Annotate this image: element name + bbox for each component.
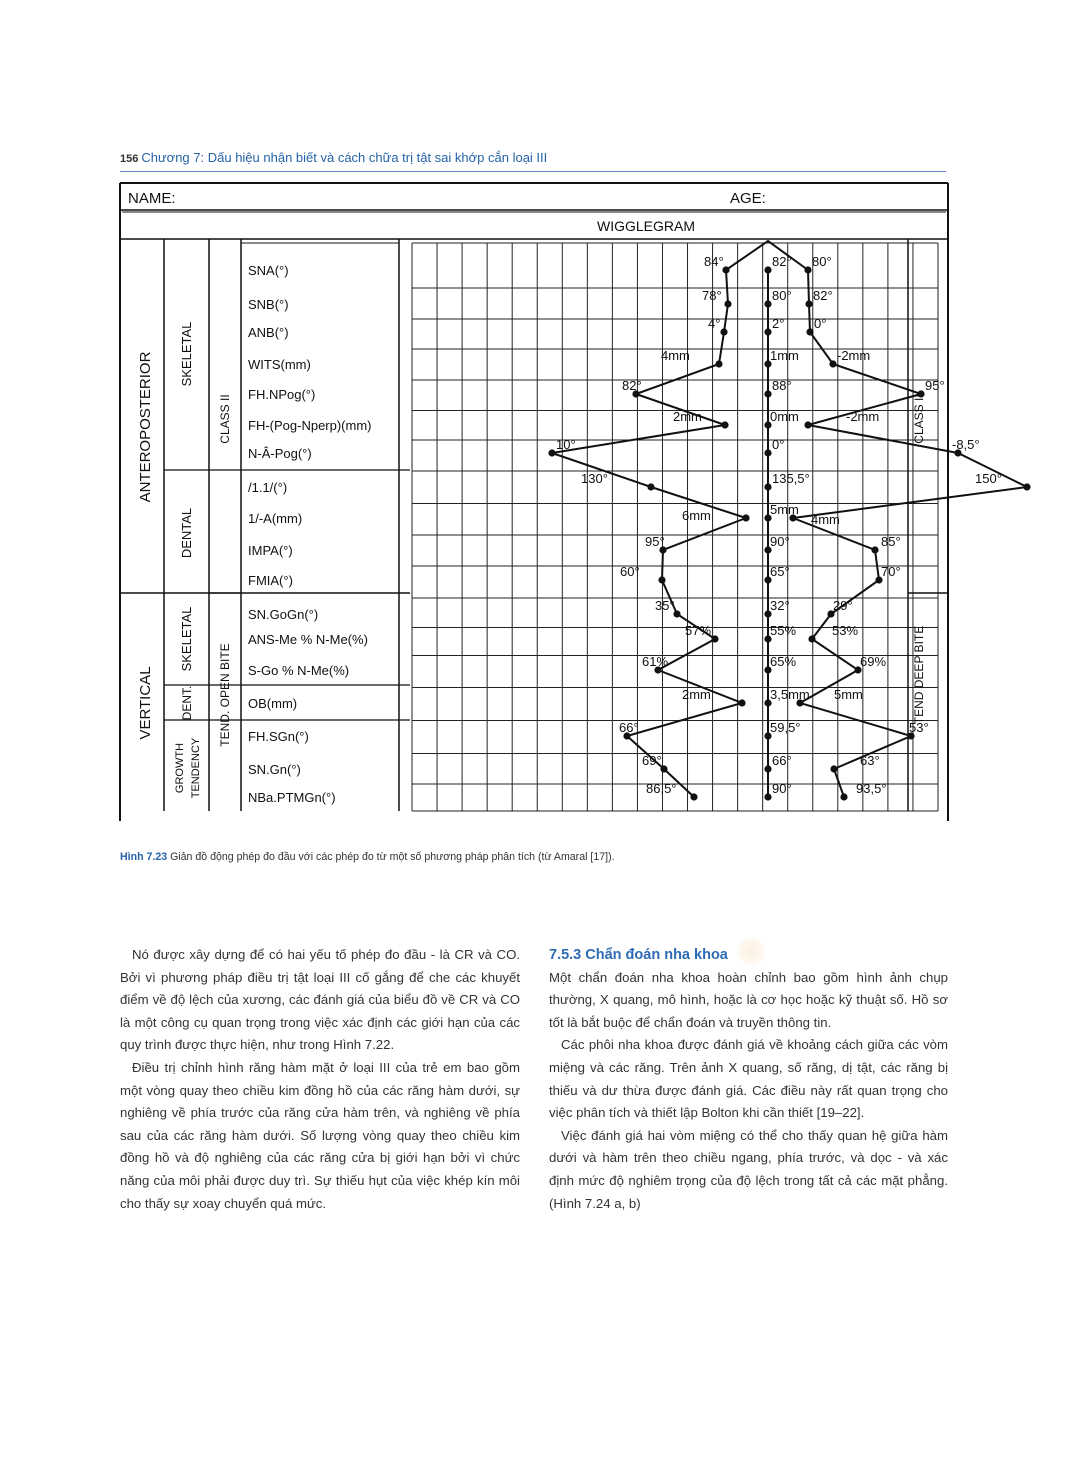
subsection-label-tendency: TENDENCY [190, 737, 202, 799]
measurement-label: FH-(Pog-Nperp)(mm) [248, 418, 372, 433]
data-label: 82° [813, 288, 833, 303]
data-point [871, 546, 878, 553]
wigglegram-chart [120, 183, 1002, 823]
subsection-label-growth: GROWTH [174, 742, 186, 794]
data-label: 150° [975, 471, 1002, 486]
data-label: 29° [833, 598, 853, 613]
subsection-label-skeletal: SKELETAL [179, 606, 194, 672]
data-point [805, 300, 812, 307]
data-point [764, 266, 771, 273]
data-point [711, 635, 718, 642]
data-label: 53% [832, 623, 859, 638]
measurement-label: SNB(°) [248, 297, 289, 312]
section-label-anteroposterior: ANTEROPOSTERIOR [137, 351, 154, 503]
paragraph: Các phôi nha khoa được đánh giá về khoảng cách giữa các vòm miệng và các răng. Trên ảnh X quang, số răng, dị tật, các răng bị thiếu và dư thừa được đánh giá. Các điều này rất quan trọng cho việc phân tích và thiết lập Bolton khi cần thiết [19–22]. [549, 1037, 948, 1121]
chart-frame [120, 183, 948, 821]
paragraph: Điều trị chỉnh hình răng hàm mặt ở loại III của trẻ em bao gồm một vòng quay theo chiều kim đồng hồ của các răng hàm dưới, sự nghiêng về phía trước của răng cửa hàm trên, và nghiêng về phía sau của các răng hàm dưới. Số lượng vòng quay theo chiều kim đồng hồ và độ nghiêng của các răng cửa bị giới hạn bởi vì chức năng của môi phải được duy trì. Sự thiếu hụt của việc khép kín môi cho thấy sự xoay chuyển quá mức. [120, 1059, 520, 1211]
data-label: 84° [704, 254, 724, 269]
data-label: 5mm [770, 502, 799, 517]
data-point [806, 328, 813, 335]
data-label: 59,5° [770, 720, 801, 735]
data-point [764, 765, 771, 772]
header-rule [120, 171, 946, 172]
data-point [724, 300, 731, 307]
data-label: 5mm [834, 687, 863, 702]
data-label: -8,5° [952, 437, 980, 452]
data-label: 130° [581, 471, 608, 486]
data-point [764, 483, 771, 490]
data-label: 10° [556, 437, 576, 452]
data-label: 35° [655, 598, 675, 613]
data-point [764, 328, 771, 335]
data-point [764, 793, 771, 800]
measurement-label: FH.NPog(°) [248, 387, 316, 402]
measurement-label: S-Go % N-Me(%) [248, 663, 350, 678]
chapter-title: Chương 7: Dấu hiệu nhận biết và cách chữa trị tật sai khớp cắn loại III [141, 150, 548, 165]
measurement-label: SN.Gn(°) [248, 762, 301, 777]
measurement-label: N-Â-Pog(°) [248, 446, 312, 461]
data-label: 61% [642, 654, 669, 669]
data-label: 2mm [673, 409, 702, 424]
caption-text: Giản đồ động phép đo đầu với các phép đo từ một số phương pháp phân tích (từ Amaral [17]). [170, 851, 615, 863]
chart-title: WIGGLEGRAM [596, 218, 696, 234]
page-number: 156 [120, 153, 139, 165]
data-point [804, 266, 811, 273]
subsection-label-dent: DENT. [180, 685, 194, 721]
data-label: -2mm [837, 348, 871, 363]
data-point [764, 390, 771, 397]
data-label: 90° [772, 781, 792, 796]
paragraph: Một chẩn đoán nha khoa hoàn chỉnh bao gồm hình ảnh chụp thường, X quang, mô hình, hoặc là cơ học hoặc kỹ thuật số. Hồ sơ tốt là bắt buộc để chẩn đoán và truyền thông tin. [549, 969, 948, 1030]
data-point [647, 483, 654, 490]
measurement-label: OB(mm) [248, 696, 298, 711]
data-point [829, 360, 836, 367]
data-label: 0° [772, 437, 785, 452]
data-label: 2° [772, 316, 785, 331]
data-label: 95° [925, 378, 945, 393]
section-heading: 7.5.3 Chẩn đoán nha khoa [549, 947, 728, 963]
data-point [658, 576, 665, 583]
data-point [808, 635, 815, 642]
data-label: 66° [619, 720, 639, 735]
data-point [1023, 483, 1030, 490]
data-label: 32° [770, 598, 790, 613]
data-label: 6mm [682, 508, 711, 523]
left-tendency-class-ii: CLASS II [218, 394, 232, 444]
measurement-label: SN.GoGn(°) [248, 607, 319, 622]
data-point [721, 421, 728, 428]
measurement-label: SNA(°) [248, 263, 289, 278]
data-label: 69° [642, 753, 662, 768]
data-label: 78° [702, 288, 722, 303]
data-label: 0° [814, 316, 827, 331]
name-label: NAME: [128, 190, 176, 207]
right-tendency-deep-bite: TEND DEEP BITE [912, 625, 926, 725]
subsection-label-skeletal: SKELETAL [179, 321, 194, 387]
data-label: 4° [708, 316, 721, 331]
data-point [804, 421, 811, 428]
measurement-label: 1/-A(mm) [248, 511, 303, 526]
data-label: 82° [622, 378, 642, 393]
subsection-label-dental: DENTAL [179, 507, 194, 559]
left-column [120, 944, 520, 1215]
measurement-label: FMIA(°) [248, 573, 293, 588]
data-label: 86,5° [646, 781, 677, 796]
data-label: 4mm [811, 512, 840, 527]
data-label: 65% [770, 654, 797, 669]
data-label: -2mm [846, 409, 880, 424]
data-label: 93,5° [856, 781, 887, 796]
measurement-label: FH.SGn(°) [248, 729, 309, 744]
data-label: 57% [685, 623, 712, 638]
data-point [690, 793, 697, 800]
paragraph: Việc đánh giá hai vòm miệng có thể cho thấy quan hệ giữa hàm dưới và hàm trên theo chiều ngang, phía trước, và dọc - và xác định mức độ nghiêm trọng của độ lệch trong tất cả các mặt phẳng. (Hình 7.24 a, b) [549, 1127, 948, 1211]
data-label: 2mm [682, 687, 711, 702]
data-label: 82° [772, 254, 792, 269]
data-label: 60° [620, 564, 640, 579]
measurement-label: NBa.PTMGn(°) [248, 790, 336, 805]
data-label: 3,5mm [770, 687, 810, 702]
data-point [764, 449, 771, 456]
data-label: 95° [645, 534, 665, 549]
data-label: 66° [772, 753, 792, 768]
data-label: 88° [772, 378, 792, 393]
measurement-label: IMPA(°) [248, 543, 293, 558]
figure-caption [120, 851, 960, 863]
data-label: 65° [770, 564, 790, 579]
section-label-vertical: VERTICAL [137, 666, 154, 740]
data-label: 85° [881, 534, 901, 549]
paragraph: Nó được xây dựng để có hai yếu tố phép đo đầu - là CR và CO. Bởi vì phương pháp điều trị tật loại III cố gắng để che các khuyết điểm về độ lệch của xương, các đánh giá của biểu đồ về CR và CO là một công cụ quan trọng trong việc xác định các giới hạn của các quy trình được thực hiện, như trong Hình 7.22. [120, 947, 520, 1053]
chart-texts [128, 190, 1002, 805]
data-label: 55% [770, 623, 797, 638]
data-label: 135,5° [772, 471, 810, 486]
data-label: 90° [770, 534, 790, 549]
data-point [742, 514, 749, 521]
measurement-label: /1.1/(°) [248, 480, 288, 495]
data-point [840, 793, 847, 800]
series-lines [552, 241, 1027, 797]
series-top-connector [726, 241, 808, 270]
data-point [830, 765, 837, 772]
chart-grid [412, 243, 938, 811]
right-column [549, 944, 948, 1215]
data-point [764, 300, 771, 307]
data-label: 80° [772, 288, 792, 303]
data-label: 0mm [770, 409, 799, 424]
data-label: 4mm [661, 348, 690, 363]
data-point [548, 449, 555, 456]
right-tendency-class-ii: CLASS II [912, 394, 926, 444]
measurement-label: WITS(mm) [248, 357, 311, 372]
caption-label: Hình 7.23 [120, 851, 168, 863]
age-label: AGE: [730, 190, 766, 207]
data-label: 53° [909, 720, 929, 735]
data-point [720, 328, 727, 335]
data-label: 80° [812, 254, 832, 269]
data-label: 69% [860, 654, 887, 669]
left-tendency-open-bite: TEND. OPEN BITE [218, 643, 232, 747]
data-point [738, 699, 745, 706]
measurement-label: ANS-Me % N-Me(%) [248, 632, 368, 647]
data-label: 1mm [770, 348, 799, 363]
data-label: 63° [860, 753, 880, 768]
running-header [120, 150, 946, 165]
data-point [715, 360, 722, 367]
measurement-label: ANB(°) [248, 325, 289, 340]
data-label: 70° [881, 564, 901, 579]
